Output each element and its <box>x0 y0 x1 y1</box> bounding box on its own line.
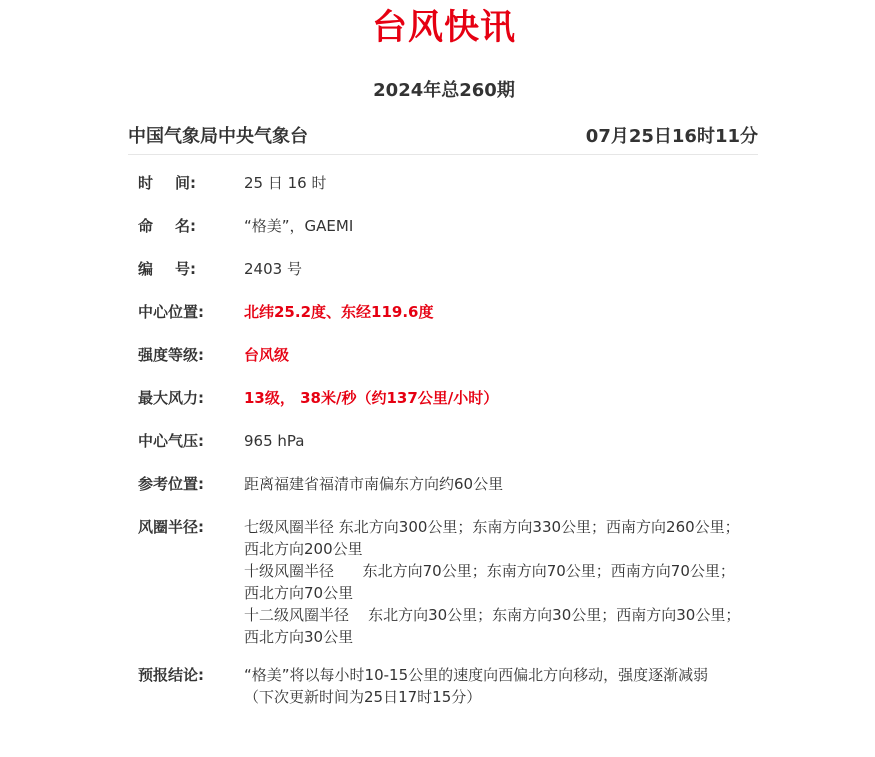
row-pressure <box>138 426 758 469</box>
row-number <box>138 254 758 297</box>
typhoon-info-list <box>138 168 758 708</box>
wind-radius-10: 十级风圈半径 东北方向70公里；东南方向70公里；西南方向70公里；西北方向70公里 <box>244 562 735 602</box>
row-name-value: “格美”，GAEMI <box>244 217 354 235</box>
row-max-wind-value: 13级， 38米/秒（约137公里/小时） <box>244 389 499 407</box>
issue-number: 2024年总260期 <box>373 80 515 101</box>
row-number-value: 2403 号 <box>244 260 302 278</box>
row-pressure-label: 中心气压: <box>138 432 204 450</box>
row-intensity-value: 台风级 <box>244 346 290 364</box>
row-forecast-value <box>244 660 749 708</box>
row-forecast-label: 预报结论: <box>138 666 204 684</box>
row-time <box>138 168 758 211</box>
row-pressure-value: 965 hPa <box>244 432 305 450</box>
row-time-label: 时 间: <box>138 174 197 192</box>
wind-radius-12: 十二级风圈半径 东北方向30公里；东南方向30公里；西南方向30公里；西北方向30公里 <box>244 606 741 646</box>
row-center-position <box>138 297 758 340</box>
row-wind-radius-label: 风圈半径: <box>138 518 204 536</box>
next-update-note: （下次更新时间为25日17时15分） <box>244 688 482 706</box>
row-wind-radius <box>138 512 758 660</box>
row-center-position-value: 北纬25.2度、东经119.6度 <box>244 303 434 321</box>
row-forecast <box>138 660 758 708</box>
row-reference-position-value: 距离福建省福清市南偏东方向约60公里 <box>244 475 504 493</box>
row-max-wind <box>138 383 758 426</box>
row-reference-position-label: 参考位置: <box>138 475 204 493</box>
row-center-position-label: 中心位置: <box>138 303 204 321</box>
row-time-value: 25 日 16 时 <box>244 174 327 192</box>
row-reference-position <box>138 469 758 512</box>
wind-radius-7: 七级风圈半径 东北方向300公里；东南方向330公里；西南方向260公里；西北方向200公里 <box>244 518 740 558</box>
row-name <box>138 211 758 254</box>
issuing-organization: 中国气象局中央气象台 <box>128 126 308 147</box>
row-wind-radius-value <box>244 512 749 648</box>
row-intensity-label: 强度等级: <box>138 346 204 364</box>
row-max-wind-label: 最大风力: <box>138 389 204 407</box>
page-title: 台风快讯 <box>371 8 516 48</box>
row-intensity <box>138 340 758 383</box>
bulletin-header <box>128 124 758 155</box>
issue-time: 07月25日16时11分 <box>585 126 758 147</box>
row-name-label: 命 名: <box>138 217 197 235</box>
row-number-label: 编 号: <box>138 260 197 278</box>
forecast-text: “格美”将以每小时10-15公里的速度向西偏北方向移动，强度逐渐减弱 <box>244 666 709 684</box>
